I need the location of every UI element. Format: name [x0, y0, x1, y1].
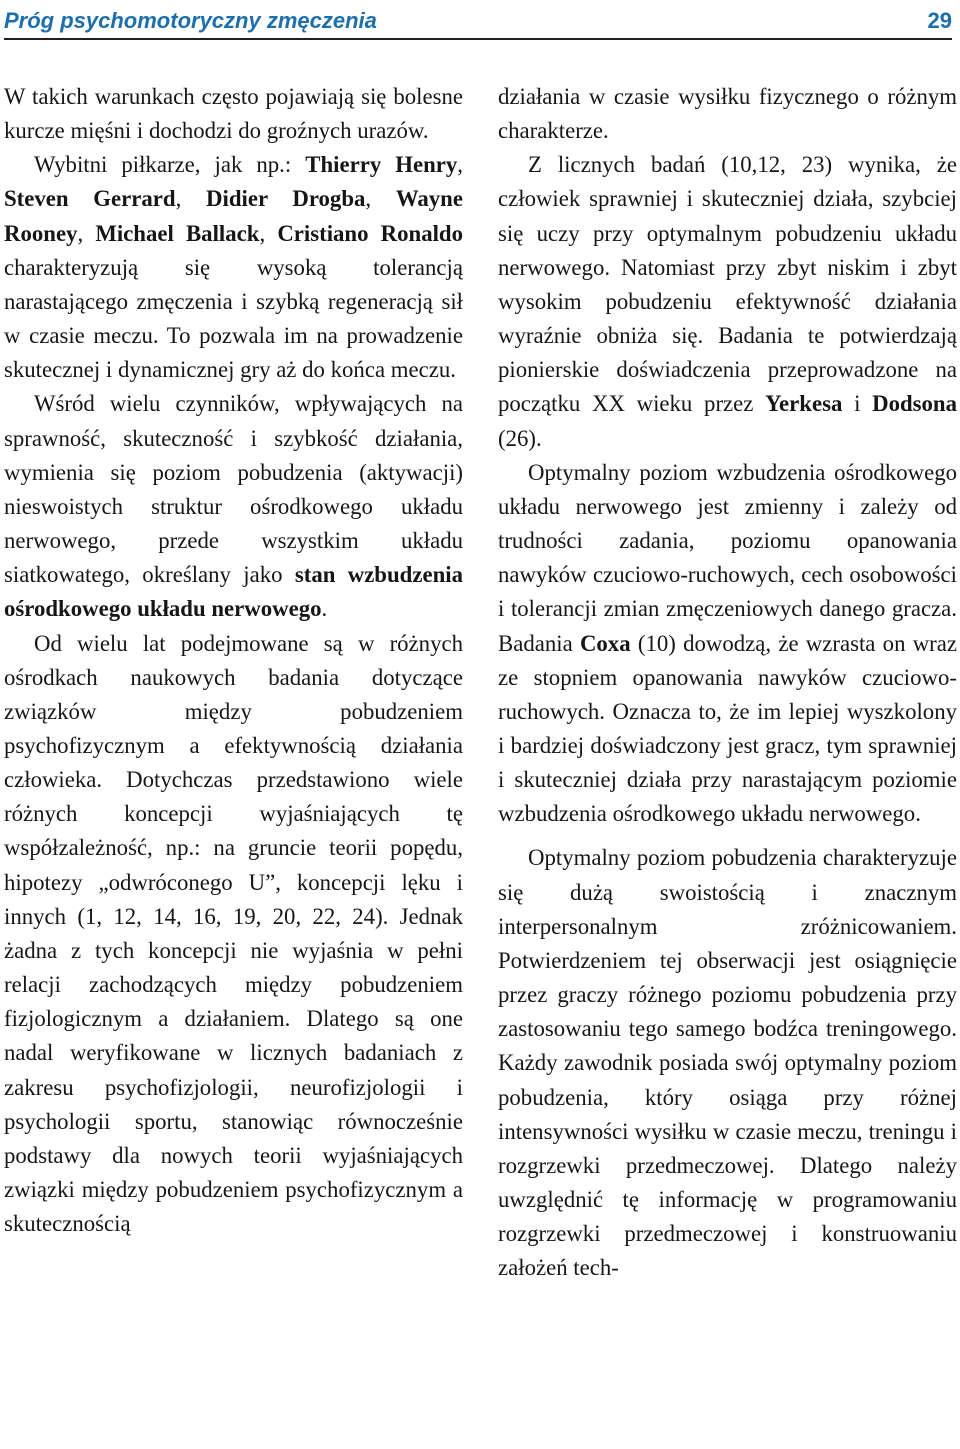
paragraph-l3: [4, 387, 463, 626]
bold-term: stan wzbudzenia ośrodkowego układu nerwowego: [4, 562, 463, 622]
page-number: 29: [927, 8, 952, 33]
paragraph-l2: [4, 148, 463, 387]
text-run: .: [321, 596, 328, 622]
text-run: charakteryzują się wysoką tolerancją narastającego zmęczenia i szybką regeneracją sił w czasie meczu. To pozwala im na prowadzenie skutecznej i dynamicznej gry aż do końca meczu.: [4, 254, 463, 383]
bold-term: Didier Drogba: [206, 186, 366, 212]
text-column-left: [4, 80, 463, 1449]
paragraph-l1: [4, 80, 463, 148]
bold-term: Thierry Henry: [305, 152, 458, 178]
text-run: ,: [77, 220, 96, 246]
text-run: Optymalny poziom pobudzenia charakteryzuje się dużą swoistością i znacznym interpersonalnym zróżnicowaniem. Potwierdzeniem tej obserwacji jest osiągnięcie przez graczy różnego poziomu pobudzenia przy zastosowaniu tego samego bodźca treningowego. Każdy zawodnik posiada swój optymalny poziom pobudzenia, który osiąga przy różnej intensywności wysiłku w czasie meczu, treningu i rozgrzewki przedmeczowej. Dlatego należy uwzględnić tę informację w programowaniu rozgrzewki przedmeczowej i konstruowaniu założeń tech-: [498, 845, 957, 1281]
bold-term: Steven Gerrard: [4, 186, 176, 212]
text-run: Optymalny poziom wzbudzenia ośrodkowego układu nerwowego jest zmienny i zależy od trudności zadania, poziomu opanowania nawyków czuciowo-ruchowych, cech osobowości i tolerancji zmian zmęczeniowych danego gracza. Badania: [498, 459, 957, 656]
text-run: (26).: [498, 425, 542, 451]
text-run: Wybitni piłkarze, jak np.:: [34, 152, 306, 178]
running-header: [4, 8, 952, 40]
text-run: ,: [457, 152, 463, 178]
text-run: ,: [259, 220, 278, 246]
bold-term: Michael Ballack: [95, 220, 260, 246]
text-run: Z licznych badań (10,12, 23) wynika, że człowiek sprawniej i skuteczniej działa, szybciej się uczy przy optymalnym pobudzeniu układu nerwowego. Natomiast przy zbyt niskim i zbyt wysokim pobudzeniu efektywność działania wyraźnie obniża się. Badania te potwierdzają pionierskie doświadczenia przeprowadzone na początku XX wieku przez: [498, 152, 957, 417]
bold-term: Wayne Rooney: [4, 186, 463, 246]
text-run: ,: [175, 186, 207, 212]
bold-term: Dodsona: [872, 391, 957, 417]
text-run: (10) dowodzą, że wzrasta on wraz ze stopniem opanowania nawyków czuciowo-ruchowych. Oznacza to, że im lepiej wyszkolony i bardziej doświadczony jest gracz, tym sprawniej i skuteczniej działa przy narastającym poziomie wzbudzenia ośrodkowego układu nerwowego.: [498, 630, 957, 827]
text-run: ,: [365, 186, 396, 212]
text-run: Od wielu lat podejmowane są w różnych ośrodkach naukowych badania dotyczące związków między pobudzeniem psychofizycznym a efektywnością działania człowieka. Dotychczas przedstawiono wiele różnych koncepcji wyjaśniających tę współzależność, np.: na gruncie teorii popędu, hipotezy „odwróconego U”, koncepcji lęku i innych (1, 12, 14, 16, 19, 20, 22, 24). Jednak żadna z tych koncepcji nie wyjaśnia w pełni relacji zachodzących między pobudzeniem fizjologicznym a działaniem. Dlatego są one nadal weryfikowane w licznych badaniach z zakresu psychofizjologii, neurofizjologii i psychologii sportu, stanowiąc równocześnie podstawy dla nowych teorii wyjaśniających związki między pobudzeniem psychofizycznym a skutecznością: [4, 630, 463, 1237]
running-title: Próg psychomotoryczny zmęczenia: [4, 8, 377, 33]
text-run: i: [842, 391, 873, 417]
text-run: działania w czasie wysiłku fizycznego o różnym charakterze.: [498, 84, 957, 144]
paragraph-r1: [498, 80, 957, 148]
paragraph-r4: [498, 841, 957, 1285]
paragraph-r3: [498, 456, 957, 832]
text-column-right: [498, 80, 957, 1449]
paragraph-l4: [4, 627, 463, 1242]
bold-term: Cristiano Ronaldo: [277, 220, 463, 246]
bold-term: Coxa: [579, 630, 631, 656]
paragraph-r2: [498, 148, 957, 455]
text-run: Wśród wielu czynników, wpływających na sprawność, skuteczność i szybkość działania, wymienia się poziom pobudzenia (aktywacji) nieswoistych struktur ośrodkowego układu nerwowego, przede wszystkim układu siatkowatego, określany jako: [4, 391, 463, 588]
bold-term: Yerkesa: [765, 391, 843, 417]
text-run: W takich warunkach często pojawiają się bolesne kurcze mięśni i dochodzi do groźnych urazów.: [4, 84, 463, 144]
